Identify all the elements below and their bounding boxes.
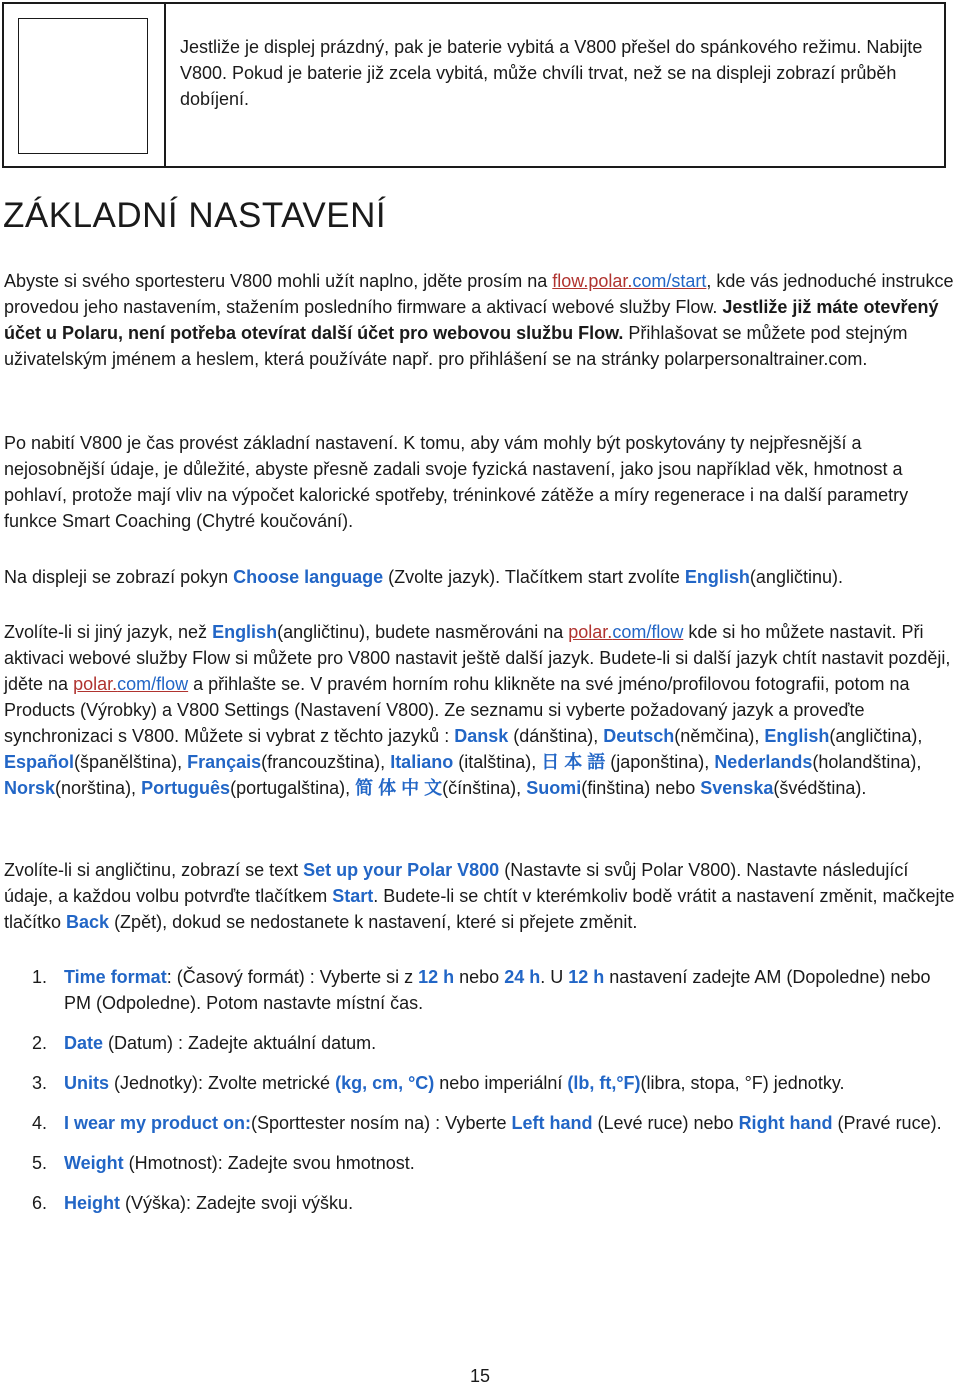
- intro-paragraph: Abyste si svého sportesteru V800 mohli užít naplno, jděte prosím na flow.polar.com/start, kde vás jednoduché instrukce provedou jeho nastavením, stažením posledního firmware a aktivací webové služby Flow. Jestliže již máte otevřený účet u Polaru, není potřeba otevírat další účet pro webovou službu Flow. Přihlašovat se můžete pod stejným uživatelským jménem a heslem, která používáte např. pro přihlášení se na stránky polarpersonaltrainer.com.: [4, 271, 954, 369]
- note-text: Jestliže je displej prázdný, pak je baterie vybitá a V800 přešel do spánkového režimu. Nabijte V800. Pokud je baterie již zcela vybitá, může chvíli trvat, než se na displeji zobrazí průběh dobíjení.: [180, 37, 923, 109]
- page-number: 15: [469, 1366, 491, 1386]
- english-setup-paragraph: Zvolíte-li si angličtinu, zobrazí se text Set up your Polar V800 (Nastavte si svůj Polar V800). Nastavte následující údaje, a každou volbu potvrďte tlačítkem Start. Budete-li se chtít v kterémkoliv bodě vrátit a nastavení změnit, mačkejte tlačítko Back (Zpět), dokud se nedostanete k nastavení, které si přejete změnit.: [4, 860, 955, 932]
- list-item: 5. Weight (Hmotnost): Zadejte svou hmotnost.: [32, 1153, 415, 1173]
- polar-flow-link-2[interactable]: polar.com/flow: [73, 674, 189, 694]
- list-item: 6. Height (Výška): Zadejte svoji výšku.: [32, 1193, 354, 1213]
- polar-flow-link-1[interactable]: polar.com/flow: [568, 622, 684, 642]
- note-icon-placeholder: [18, 18, 148, 154]
- charged-paragraph: Po nabití V800 je čas provést základní nastavení. K tomu, aby vám mohly být poskytovány ty nejpřesnější a nejosobnější údaje, je důležité, abyste přesně zadali svoje fyzická nastavení, jako jsou například věk, hmotnost a pohlaví, protože mají vliv na výpočet kalorické spotřeby, tréninkové zátěže a míry regenerace i na další parametry funkce Smart Coaching (Chytré koučování).: [4, 433, 909, 531]
- list-item: 3. Units (Jednotky): Zvolte metrické (kg, cm, °C) nebo imperiální (lb, ft,°F)(libra, stopa, °F) jednotky.: [32, 1073, 845, 1093]
- other-language-paragraph: Zvolíte-li si jiný jazyk, než English(angličtinu), budete nasměrováni na polar.com/flow kde si ho můžete nastavit. Při aktivaci webové služby Flow si můžete pro V800 nastavit ještě další jazyk. Budete-li si další jazyk chtít nastavit později, jděte na polar.com/flow a přihlašte se. V pravém horním rohu klikněte na své jméno/profilovou fotografii, potom na Products (Výrobky) a V800 Settings (Nastavení V800). Ze seznamu si vyberte požadovaný jazyk a proveďte synchronizaci s V800. Můžete si vybrat z těchto jazyků : Dansk (dánština), Deutsch(němčina), English(angličtina), Español(španělština), Français(francouzština), Italiano (italština), 日 本 語 (japonština), Nederlands(holandština), Norsk(norština), Português(portugalština), 简 体 中 文(čínština), Suomi(finština) nebo Svenska(švédština).: [4, 622, 951, 798]
- list-item: 2. Date (Datum) : Zadejte aktuální datum.: [32, 1033, 377, 1053]
- page-heading: ZÁKLADNÍ NASTAVENÍ: [3, 196, 387, 235]
- note-icon-cell: [4, 4, 166, 166]
- list-item: 4. I wear my product on:(Sporttester nosím na) : Vyberte Left hand (Levé ruce) nebo Right hand (Pravé ruce).: [32, 1113, 942, 1133]
- display-paragraph: Na displeji se zobrazí pokyn Choose language (Zvolte jazyk). Tlačítkem start zvolíte English(angličtinu).: [4, 567, 843, 587]
- list-item: 1. Time format: (Časový formát) : Vyberte si z 12 h nebo 24 h. U 12 h nastavení zadejte AM (Dopoledne) nebo PM (Odpoledne). Potom nastavte místní čas.: [32, 967, 931, 1013]
- setup-steps-list: [4, 964, 956, 1230]
- note-box: [2, 2, 946, 168]
- flow-start-link[interactable]: flow.polar.com/start: [552, 271, 707, 291]
- intro-bold-note: Jestliže již máte otevřený účet u Polaru, není potřeba otevírat další účet pro webovou službu Flow.: [4, 297, 939, 343]
